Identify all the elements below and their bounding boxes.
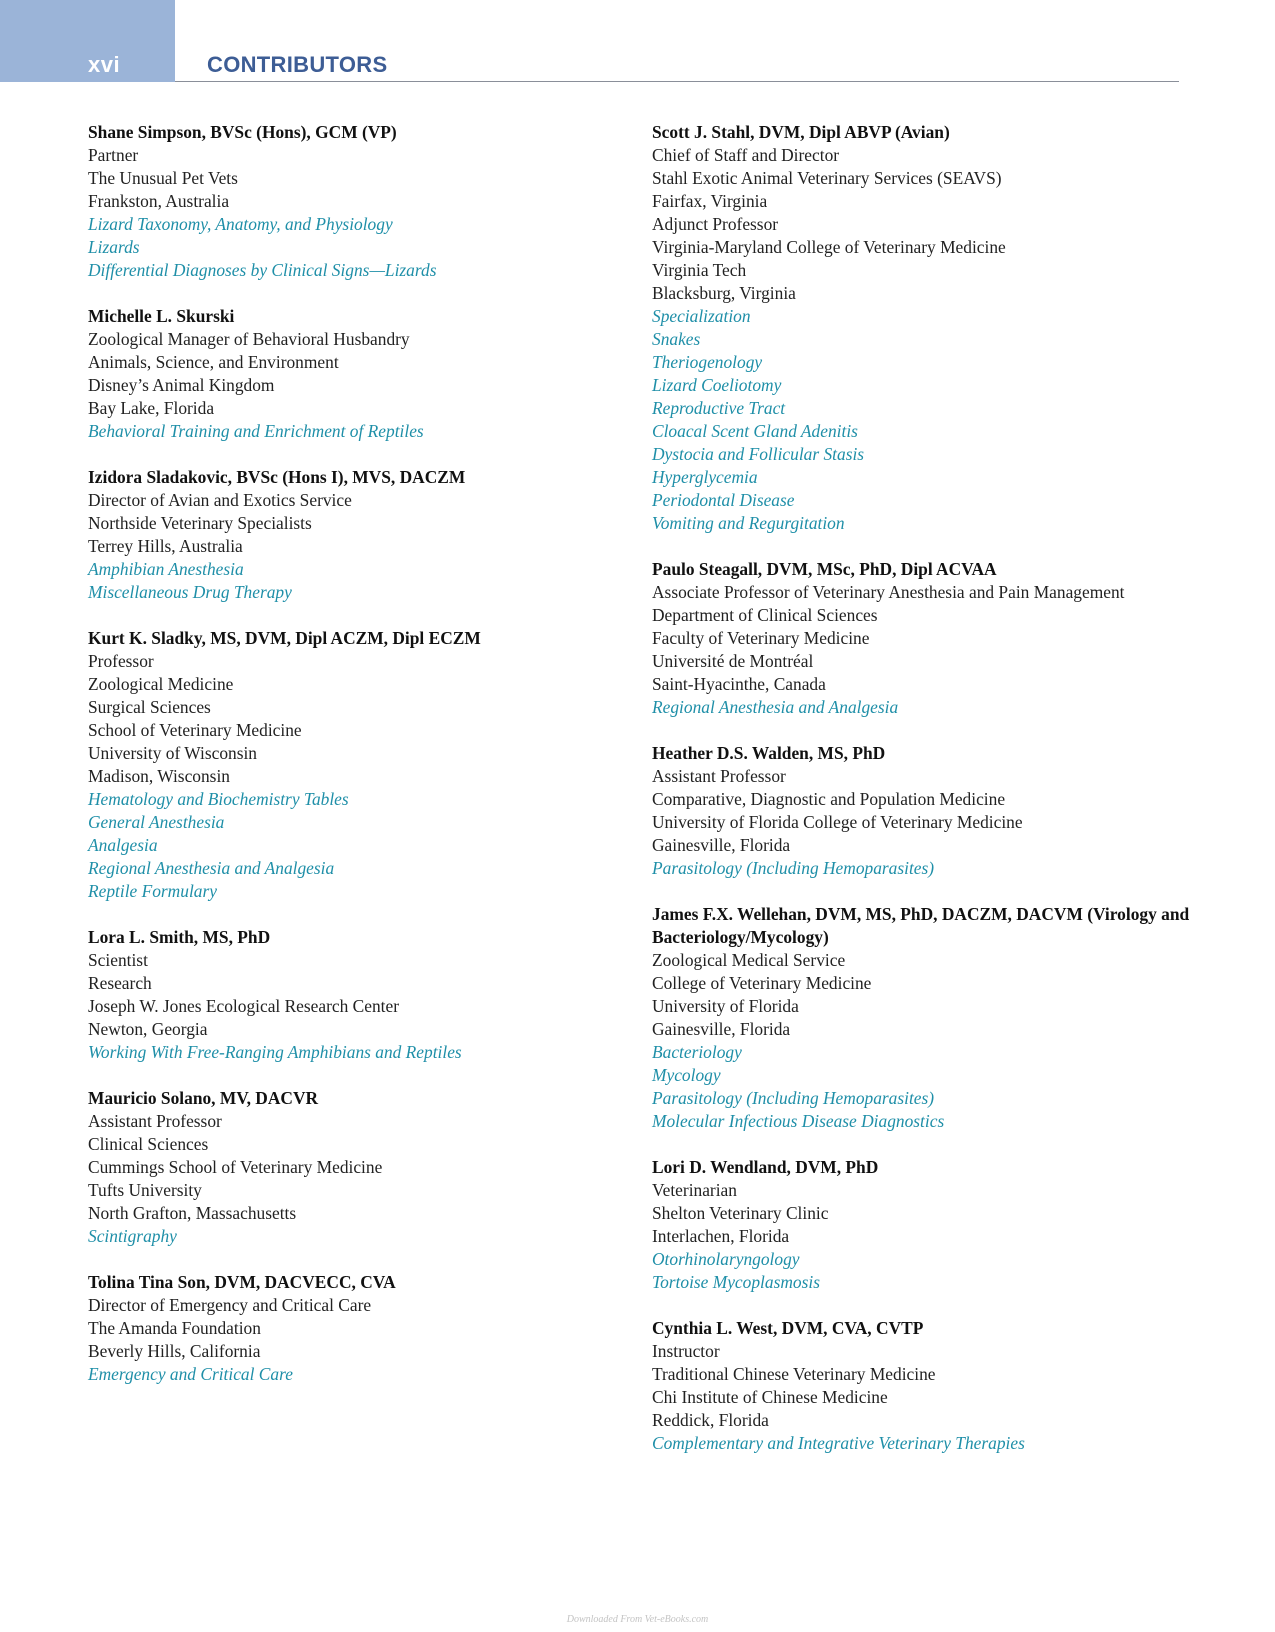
contributor-affiliation: Newton, Georgia (88, 1019, 208, 1039)
contributor-affiliation: Virginia Tech (652, 260, 747, 280)
contributor-affiliation: Madison, Wisconsin (88, 766, 230, 786)
contributor-entry (88, 1271, 608, 1386)
chapter-link: Specialization (652, 306, 751, 326)
contributor-name: Shane Simpson, BVSc (Hons), GCM (VP) (88, 122, 397, 142)
contributor-affiliation: Gainesville, Florida (652, 835, 791, 855)
contributor-entry (88, 305, 608, 443)
contributor-affiliation: Veterinarian (652, 1180, 737, 1200)
contributor-affiliation: Zoological Medicine (88, 674, 234, 694)
chapter-link: Hyperglycemia (652, 467, 758, 487)
chapter-link: Otorhinolaryngology (652, 1249, 800, 1269)
contributor-affiliation: Tufts University (88, 1180, 202, 1200)
contributor-name: Tolina Tina Son, DVM, DACVECC, CVA (88, 1272, 396, 1292)
contributor-entry (652, 903, 1192, 1133)
chapter-link: Behavioral Training and Enrichment of Reptiles (88, 421, 424, 441)
contributor-affiliation: Chi Institute of Chinese Medicine (652, 1387, 888, 1407)
contributor-affiliation: Instructor (652, 1341, 720, 1361)
contributor-affiliation: Blacksburg, Virginia (652, 283, 796, 303)
contributor-affiliation: University of Wisconsin (88, 743, 258, 763)
chapter-link: Lizard Taxonomy, Anatomy, and Physiology (88, 214, 393, 234)
contributor-affiliation: Traditional Chinese Veterinary Medicine (652, 1364, 936, 1384)
contributor-name: James F.X. Wellehan, DVM, MS, PhD, DACZM, DACVM (Virology and Bacteriology/Mycology) (652, 904, 1190, 947)
contributor-affiliation: Chief of Staff and Director (652, 145, 840, 165)
contributor-affiliation: The Amanda Foundation (88, 1318, 261, 1338)
contributor-entry (652, 1156, 1192, 1294)
contributor-entry (88, 466, 608, 604)
chapter-link: Complementary and Integrative Veterinary Therapies (652, 1433, 1025, 1453)
contributor-affiliation: Terrey Hills, Australia (88, 536, 243, 556)
contributor-entry (652, 558, 1192, 719)
contributor-affiliation: Scientist (88, 950, 148, 970)
contributor-affiliation: Shelton Veterinary Clinic (652, 1203, 829, 1223)
chapter-link: Regional Anesthesia and Analgesia (652, 697, 899, 717)
chapter-link: Regional Anesthesia and Analgesia (88, 858, 335, 878)
contributor-affiliation: School of Veterinary Medicine (88, 720, 302, 740)
chapter-link: Hematology and Biochemistry Tables (88, 789, 349, 809)
chapter-link: Dystocia and Follicular Stasis (652, 444, 865, 464)
chapter-link: Periodontal Disease (652, 490, 795, 510)
contributor-affiliation: Joseph W. Jones Ecological Research Center (88, 996, 400, 1016)
chapter-link: Working With Free-Ranging Amphibians and Reptiles (88, 1042, 462, 1062)
contributor-affiliation: University of Florida (652, 996, 799, 1016)
contributor-name: Lora L. Smith, MS, PhD (88, 927, 271, 947)
chapter-link: Differential Diagnoses by Clinical Signs—Lizards (88, 260, 437, 280)
contributor-entry (652, 742, 1192, 880)
contributor-affiliation: Saint-Hyacinthe, Canada (652, 674, 826, 694)
chapter-link: Scintigraphy (88, 1226, 177, 1246)
contributor-affiliation: Associate Professor of Veterinary Anesthesia and Pain Management (652, 582, 1125, 602)
contributor-name: Scott J. Stahl, DVM, Dipl ABVP (Avian) (652, 122, 950, 142)
contributor-name: Kurt K. Sladky, MS, DVM, Dipl ACZM, Dipl ECZM (88, 628, 481, 648)
contributor-affiliation: Bay Lake, Florida (88, 398, 215, 418)
contributor-affiliation: Beverly Hills, California (88, 1341, 261, 1361)
chapter-link: Tortoise Mycoplasmosis (652, 1272, 820, 1292)
contributor-affiliation: Partner (88, 145, 139, 165)
chapter-link: Lizards (88, 237, 140, 257)
chapter-link: Snakes (652, 329, 701, 349)
chapter-link: Parasitology (Including Hemoparasites) (652, 858, 935, 878)
contributor-affiliation: Université de Montréal (652, 651, 814, 671)
contributor-affiliation: Surgical Sciences (88, 697, 211, 717)
contributor-affiliation: Reddick, Florida (652, 1410, 769, 1430)
contributor-affiliation: Zoological Medical Service (652, 950, 846, 970)
chapter-link: Vomiting and Regurgitation (652, 513, 845, 533)
contributor-affiliation: Adjunct Professor (652, 214, 779, 234)
chapter-link: Cloacal Scent Gland Adenitis (652, 421, 858, 441)
contributor-name: Heather D.S. Walden, MS, PhD (652, 743, 886, 763)
chapter-link: Molecular Infectious Disease Diagnostics (652, 1111, 945, 1131)
contributor-name: Mauricio Solano, MV, DACVR (88, 1088, 319, 1108)
chapter-link: Theriogenology (652, 352, 763, 372)
chapter-link: Mycology (652, 1065, 721, 1085)
contributor-affiliation: Cummings School of Veterinary Medicine (88, 1157, 383, 1177)
contributor-affiliation: Director of Emergency and Critical Care (88, 1295, 372, 1315)
contributor-entry (652, 1317, 1192, 1455)
contributor-affiliation: Disney’s Animal Kingdom (88, 375, 275, 395)
contributor-affiliation: North Grafton, Massachusetts (88, 1203, 297, 1223)
contributor-affiliation: Faculty of Veterinary Medicine (652, 628, 870, 648)
chapter-link: General Anesthesia (88, 812, 225, 832)
chapter-link: Amphibian Anesthesia (88, 559, 244, 579)
chapter-link: Lizard Coeliotomy (652, 375, 782, 395)
chapter-link: Analgesia (88, 835, 158, 855)
contributors-column-left (88, 121, 608, 1409)
contributor-affiliation: Virginia-Maryland College of Veterinary Medicine (652, 237, 1006, 257)
chapter-link: Reptile Formulary (88, 881, 217, 901)
contributor-entry (88, 926, 608, 1064)
contributor-affiliation: The Unusual Pet Vets (88, 168, 238, 188)
contributor-name: Izidora Sladakovic, BVSc (Hons I), MVS, DACZM (88, 467, 466, 487)
contributor-name: Paulo Steagall, DVM, MSc, PhD, Dipl ACVAA (652, 559, 997, 579)
chapter-link: Miscellaneous Drug Therapy (88, 582, 292, 602)
contributor-name: Cynthia L. West, DVM, CVA, CVTP (652, 1318, 924, 1338)
contributor-affiliation: Gainesville, Florida (652, 1019, 791, 1039)
contributor-affiliation: Interlachen, Florida (652, 1226, 790, 1246)
contributor-affiliation: Stahl Exotic Animal Veterinary Services (SEAVS) (652, 168, 1002, 188)
page-number: xvi (88, 52, 121, 77)
contributor-entry (652, 121, 1192, 535)
contributor-affiliation: Zoological Manager of Behavioral Husbandry (88, 329, 410, 349)
contributor-affiliation: Assistant Professor (88, 1111, 222, 1131)
chapter-link: Emergency and Critical Care (88, 1364, 293, 1384)
contributor-affiliation: Department of Clinical Sciences (652, 605, 878, 625)
footer-watermark: Downloaded From Vet-eBooks.com (566, 1614, 709, 1625)
contributor-affiliation: Research (88, 973, 152, 993)
contributor-affiliation: College of Veterinary Medicine (652, 973, 872, 993)
contributor-affiliation: Frankston, Australia (88, 191, 230, 211)
contributors-column-right (652, 121, 1192, 1478)
contributor-name: Michelle L. Skurski (88, 306, 235, 326)
contributor-affiliation: University of Florida College of Veterinary Medicine (652, 812, 1023, 832)
contributor-affiliation: Northside Veterinary Specialists (88, 513, 312, 533)
contributor-affiliation: Clinical Sciences (88, 1134, 209, 1154)
contributor-affiliation: Director of Avian and Exotics Service (88, 490, 352, 510)
contributor-name: Lori D. Wendland, DVM, PhD (652, 1157, 879, 1177)
header-rule (175, 81, 1179, 82)
contributor-entry (88, 121, 608, 282)
contributor-affiliation: Assistant Professor (652, 766, 786, 786)
chapter-link: Parasitology (Including Hemoparasites) (652, 1088, 935, 1108)
chapter-link: Bacteriology (652, 1042, 742, 1062)
contributor-entry (88, 1087, 608, 1248)
chapter-link: Reproductive Tract (652, 398, 786, 418)
contributor-affiliation: Animals, Science, and Environment (88, 352, 339, 372)
contributor-affiliation: Professor (88, 651, 154, 671)
contributor-affiliation: Comparative, Diagnostic and Population Medicine (652, 789, 1006, 809)
contributor-entry (88, 627, 608, 903)
section-title: CONTRIBUTORS (207, 52, 388, 77)
contributor-affiliation: Fairfax, Virginia (652, 191, 768, 211)
